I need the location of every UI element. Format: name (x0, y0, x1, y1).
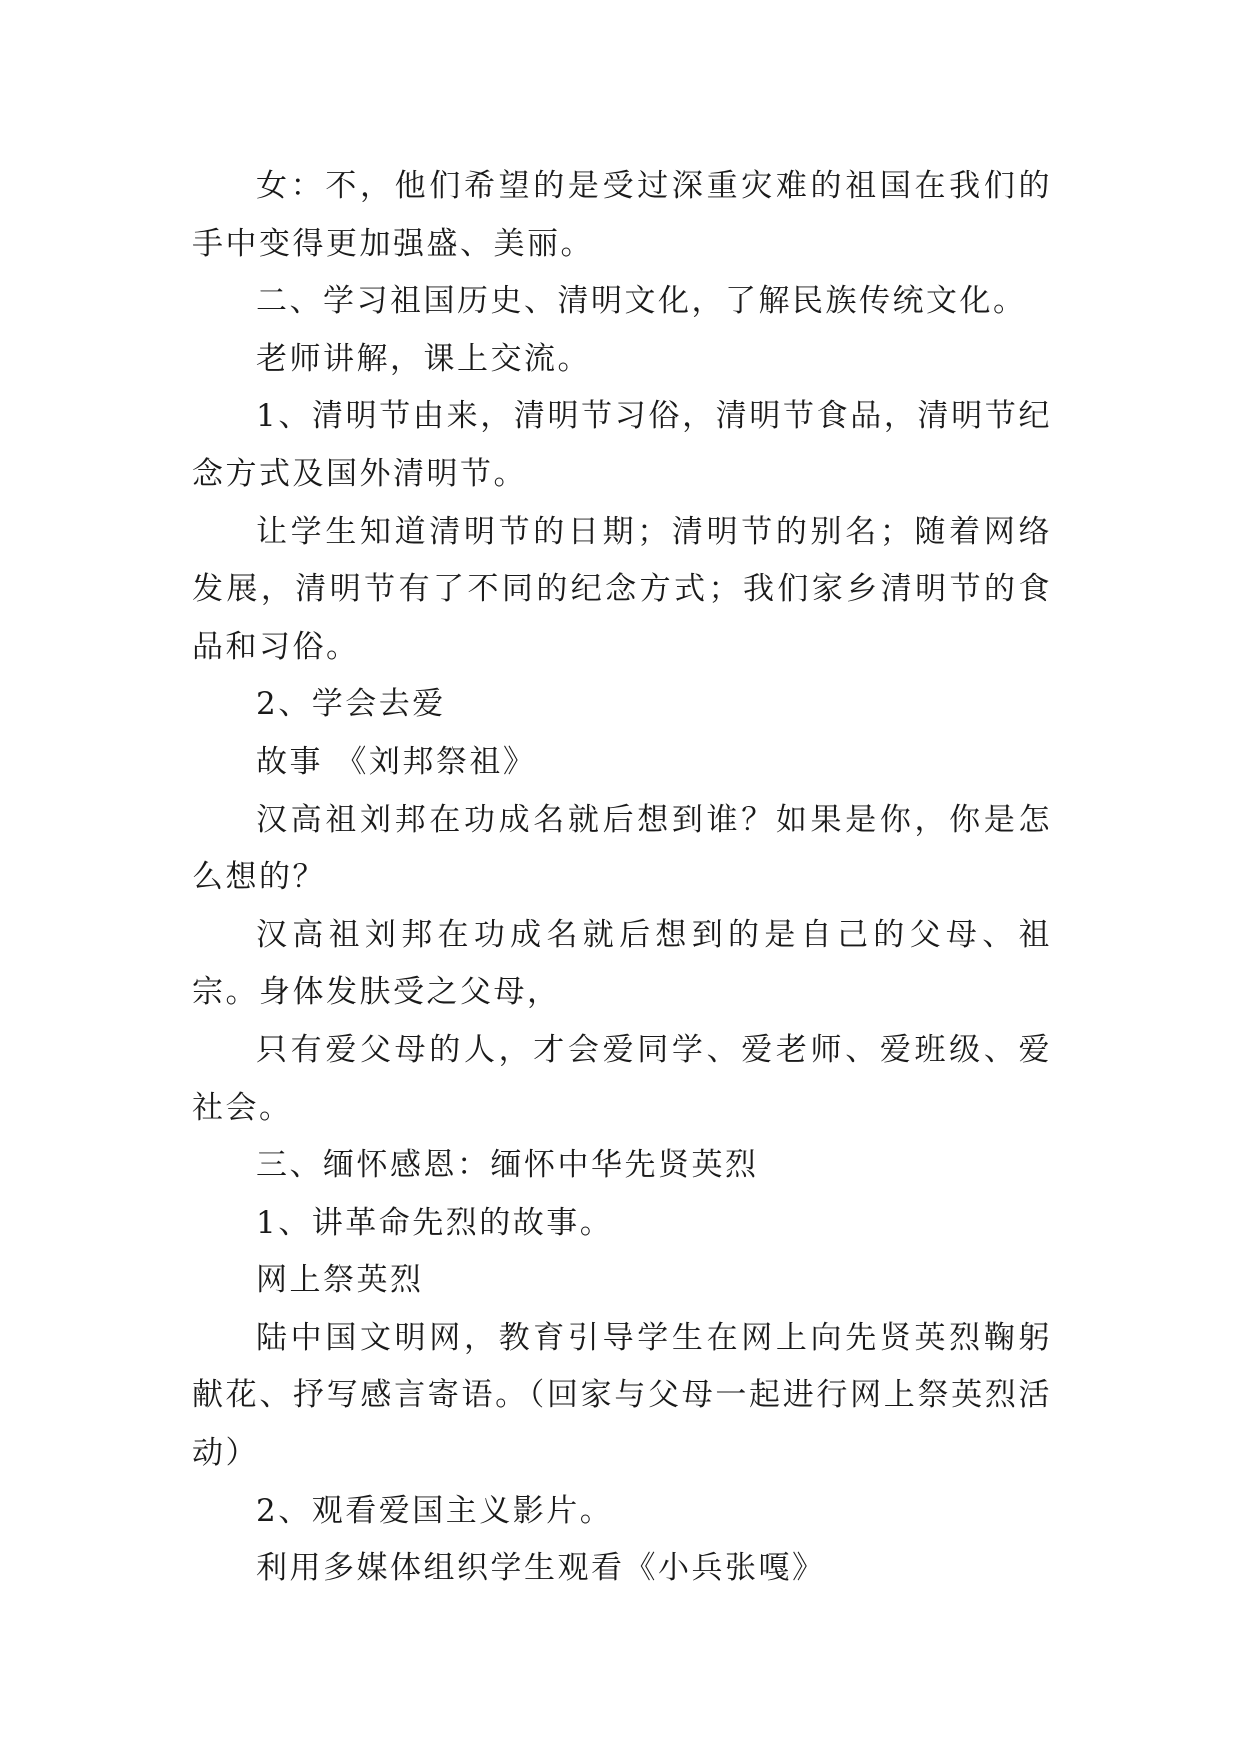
paragraph: 利用多媒体组织学生观看《小兵张嘎》 (256, 1550, 826, 1587)
paragraph: 只有爱父母的人，才会爱同学、爱老师、爱班级、爱社会。 (192, 1031, 1052, 1126)
document-body (192, 158, 1052, 1598)
paragraph: 1、清明节由来，清明节习俗，清明节食品，清明节纪念方式及国外清明节。 (192, 398, 1052, 492)
paragraph: 2、观看爱国主义影片。 (256, 1492, 614, 1529)
paragraph: 2、学会去爱 (256, 686, 446, 723)
paragraph: 汉高祖刘邦在功成名就后想到谁？如果是你，你是怎么想的？ (192, 801, 1052, 896)
paragraph: 陆中国文明网，教育引导学生在网上向先贤英烈鞠躬献花、抒写感言寄语。（回家与父母一起进行网上祭英烈活动） (192, 1319, 1052, 1472)
paragraph: 让学生知道清明节的日期；清明节的别名；随着网络发展，清明节有了不同的纪念方式；我们家乡清明节的食品和习俗。 (192, 513, 1052, 665)
paragraph: 故事 《刘邦祭祖》 (256, 743, 537, 780)
paragraph: 网上祭英烈 (256, 1262, 424, 1299)
paragraph: 三、缅怀感恩：缅怀中华先贤英烈 (256, 1147, 759, 1184)
paragraph: 老师讲解，课上交流。 (256, 340, 591, 377)
paragraph: 1、讲革命先烈的故事。 (256, 1204, 614, 1241)
paragraph: 女：不，他们希望的是受过深重灾难的祖国在我们的手中变得更加强盛、美丽。 (192, 168, 1052, 262)
paragraph: 二、学习祖国历史、清明文化，了解民族传统文化。 (256, 283, 1027, 320)
paragraph: 汉高祖刘邦在功成名就后想到的是自己的父母、祖宗。身体发肤受之父母， (192, 916, 1052, 1011)
